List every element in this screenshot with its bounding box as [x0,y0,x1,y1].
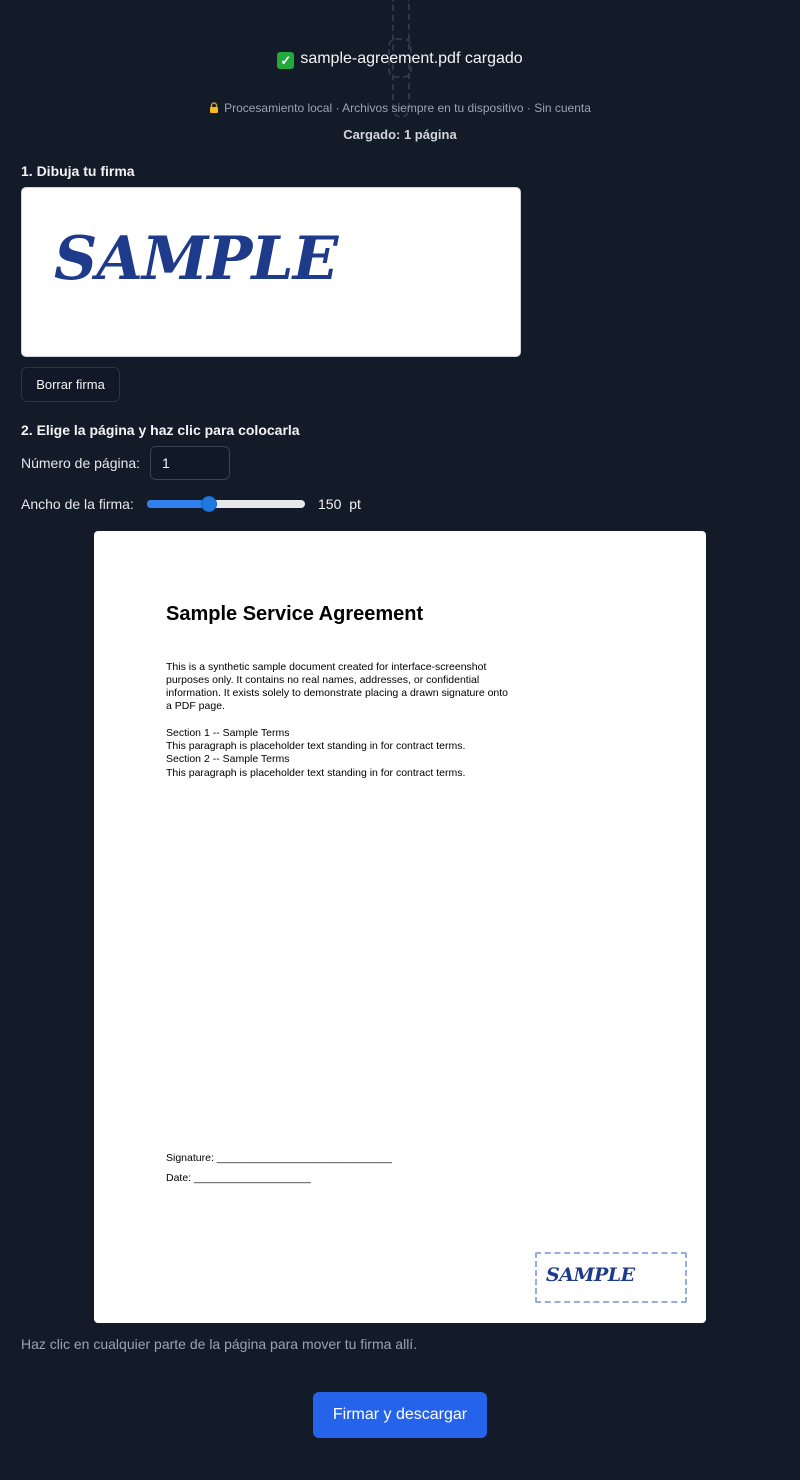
page-number-input[interactable]: 1 [150,446,230,480]
width-value: 150 [318,496,342,512]
page-count: Cargado: 1 página [343,127,457,142]
document-title: Sample Service Agreement [166,603,424,625]
placed-signature[interactable] [535,1252,687,1303]
upload-status [0,50,800,69]
signature-width-value [318,496,361,512]
date-line: Date: ____________________ [166,1172,311,1184]
width-unit: pt [349,496,361,512]
signature-width-label: Ancho de la firma: [21,496,134,512]
pdf-page-preview[interactable] [94,531,706,1323]
slider-thumb[interactable] [201,496,217,512]
clear-signature-button[interactable]: Borrar firma [21,367,120,402]
drawn-signature: SAMPLE [54,224,338,294]
placed-signature-text: SAMPLE [546,1264,635,1286]
step2-heading: 2. Elige la página y haz clic para colocarla [21,422,300,438]
section2-text: This paragraph is placeholder text standing in for contract terms. [166,767,466,779]
section1-heading: Section 1 -- Sample Terms [166,727,290,739]
privacy-text: Procesamiento local · Archivos siempre en tu dispositivo · Sin cuenta [224,101,591,115]
sign-and-download-button[interactable]: Firmar y descargar [313,1392,487,1438]
lock-icon [209,102,219,113]
placement-hint: Haz clic en cualquier parte de la página para mover tu firma allí. [21,1336,418,1352]
section1-text: This paragraph is placeholder text standing in for contract terms. [166,740,466,752]
section2-heading: Section 2 -- Sample Terms [166,753,290,765]
slider-fill [147,500,209,508]
signature-canvas[interactable] [21,187,521,357]
privacy-note [0,101,800,115]
page-number-label: Número de página: [21,455,141,471]
signature-width-slider[interactable] [147,500,305,508]
check-mark-icon: ✓ [277,52,294,69]
upload-status-text: sample-agreement.pdf cargado [300,50,523,67]
step1-heading: 1. Dibuja tu firma [21,163,135,179]
signature-line: Signature: ______________________________ [166,1152,392,1164]
document-intro: This is a synthetic sample document created for interface-screenshot purposes only. It contains no real names, addresses, or confidential information. It exists solely to demonstrate placing a drawn signature onto a PDF page. [166,661,509,712]
